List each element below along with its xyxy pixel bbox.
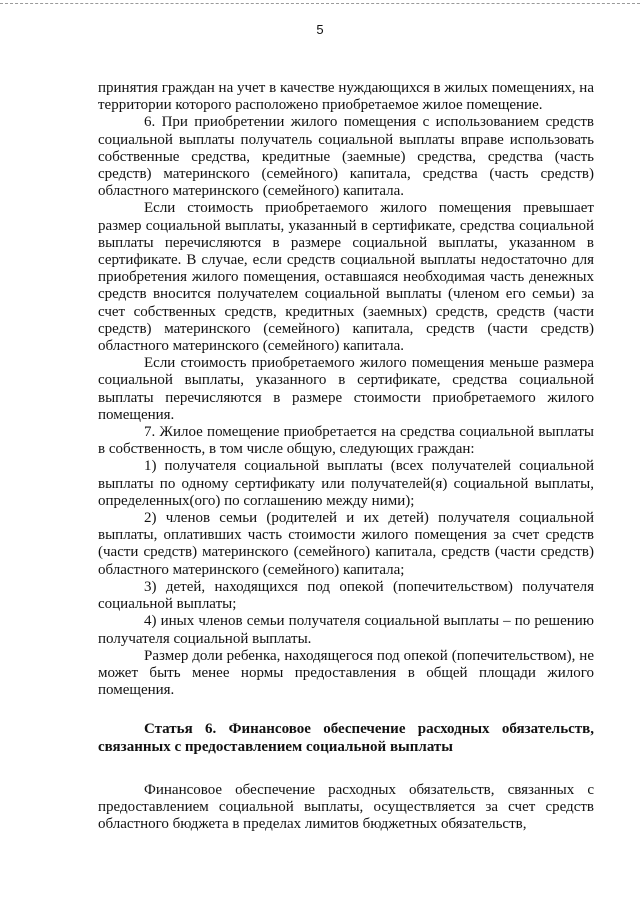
list-item-2: 2) членов семьи (родителей и их детей) получателя социальной выплаты, оплативших часть стоимости жилого помещения за счет средств (части средств) материнского (семейного) капитала, средств (части средств) областного материнского (семейного) капитала;: [98, 510, 594, 578]
list-item-3: 3) детей, находящихся под опекой (попечительством) получателя социальной выплаты;: [98, 578, 594, 613]
paragraph-item-6: 6. При приобретении жилого помещения с использованием средств социальной выплаты получатель социальной выплаты вправе использовать собственные средства, кредитные (заемные) средства, средства (часть средств) материнского (семейного) капитала, средства (часть средств) областного материнского (семейного) капитала.: [98, 114, 594, 200]
paragraph-cost-less: Если стоимость приобретаемого жилого помещения меньше размера социальной выплаты, указанного в сертификате, средства социальной выплаты перечисляются в размере стоимости приобретаемого жилого помещения.: [98, 355, 594, 423]
article-paragraph: Финансовое обеспечение расходных обязательств, связанных с предоставлением социальной выплаты, осуществляется за счет средств областного бюджета в пределах лимитов бюджетных обязательств,: [98, 781, 594, 833]
paragraph-item-7: 7. Жилое помещение приобретается на средства социальной выплаты в собственность, в том числе общую, следующих граждан:: [98, 424, 594, 458]
paragraph-cost-exceeds: Если стоимость приобретаемого жилого помещения превышает размер социальной выплаты, указанный в сертификате, средства социальной выплаты перечисляются в размере социальной выплаты, указанном в сертификате. В случае, если средств социальной выплаты недостаточно для приобретения жилого помещения, оставшаяся необходимая часть денежных средств вносится получателем социальной выплаты (членом его семьи) за счет собственных средств, кредитных (заемных) средств, средств (части средств) материнского (семейного) капитала, средств (части средств) областного материнского (семейного) капитала.: [98, 200, 594, 355]
top-border-line: [0, 3, 640, 4]
paragraph-continuation: принятия граждан на учет в качестве нуждающихся в жилых помещениях, на территории которого расположено приобретаемое жилое помещение.: [98, 80, 594, 114]
page-number: 5: [316, 22, 324, 37]
article-heading: Статья 6. Финансовое обеспечение расходных обязательств, связанных с предоставлением социальной выплаты: [98, 721, 594, 755]
document-body: [98, 80, 594, 833]
list-item-1: 1) получателя социальной выплаты (всех получателей социальной выплаты по одному сертификату или получателей(я) социальной выплаты, определенных(ого) по соглашению между ними);: [98, 458, 594, 509]
list-item-4: 4) иных членов семьи получателя социальной выплаты – по решению получателя социальной выплаты.: [98, 613, 594, 647]
paragraph-child-share: Размер доли ребенка, находящегося под опекой (попечительством), не может быть менее нормы предоставления в общей площади жилого помещения.: [98, 647, 594, 699]
